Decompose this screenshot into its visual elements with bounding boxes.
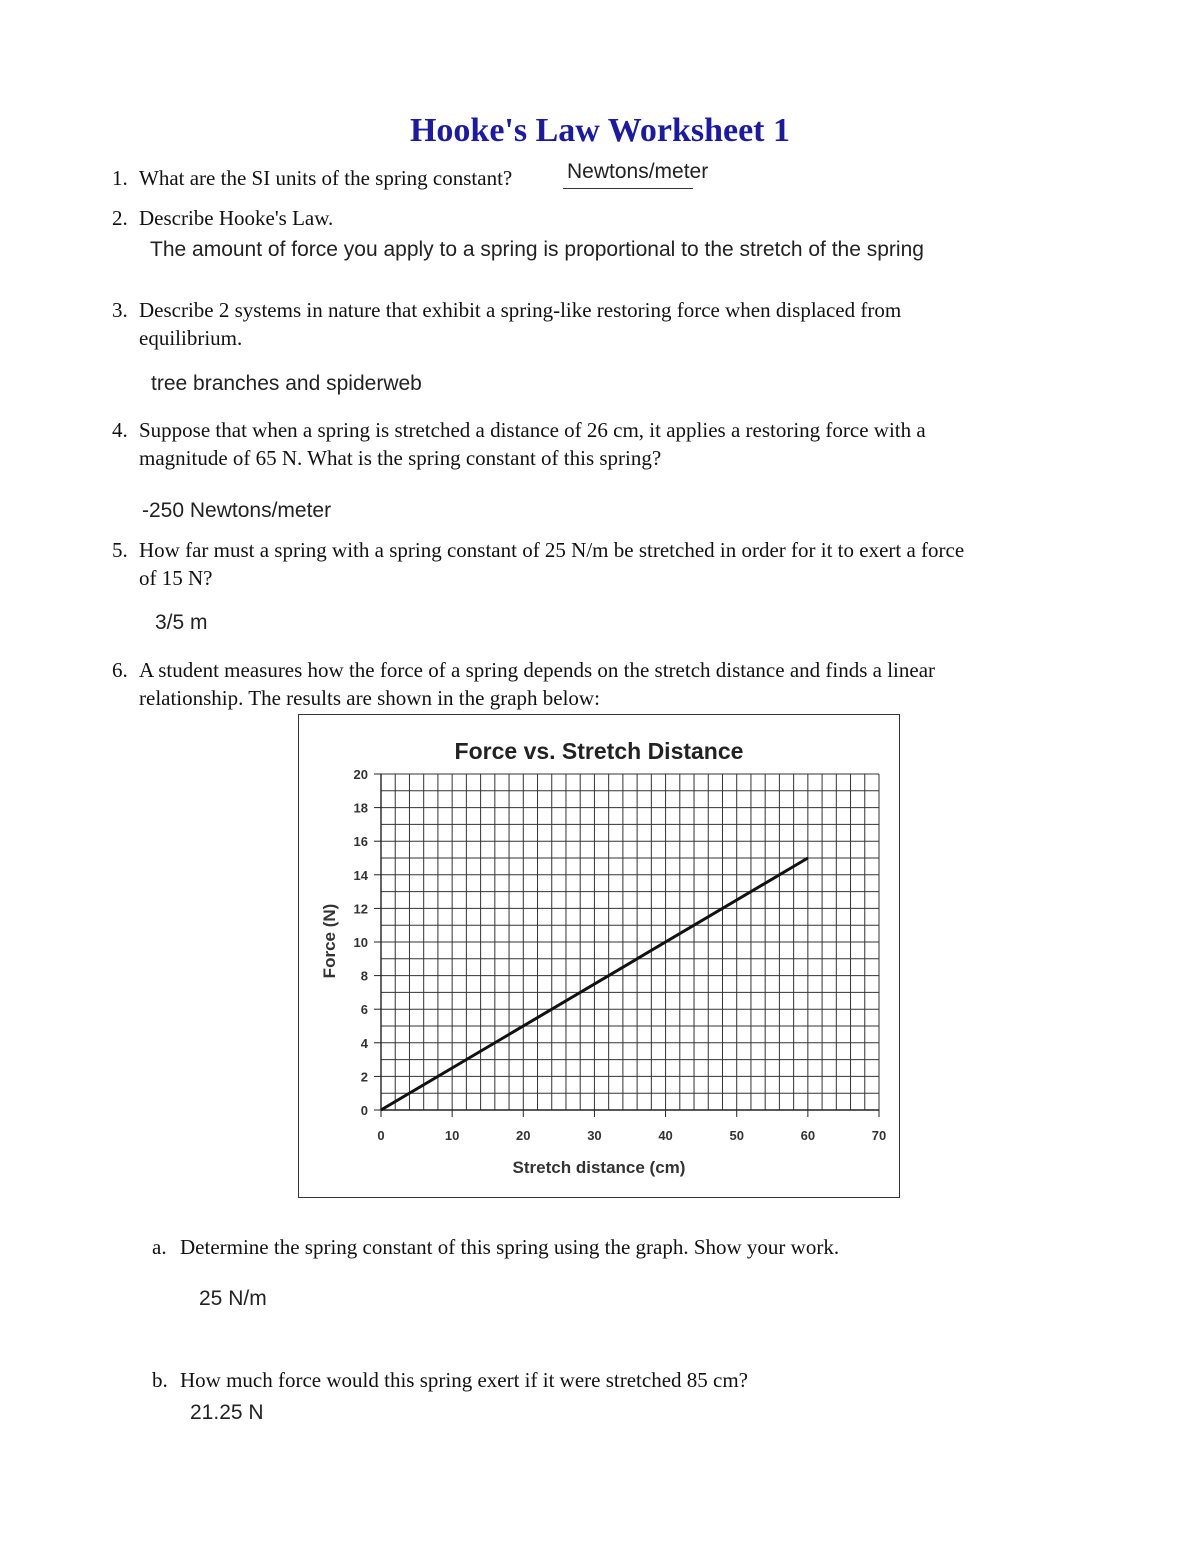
qa-answer[interactable]: 25 N/m (199, 1287, 267, 1310)
q6-line2: relationship. The results are shown in the graph below: (139, 686, 600, 710)
q3-line1: Describe 2 systems in nature that exhibit a spring-like restoring force when displaced from (139, 298, 902, 322)
y-tick-label: 16 (353, 834, 368, 850)
qb-text: How much force would this spring exert if it were stretched 85 cm? (180, 1368, 748, 1392)
q6-number: 6. (112, 658, 128, 682)
qb-letter: b. (152, 1368, 168, 1392)
q5-answer[interactable]: 3/5 m (155, 611, 208, 634)
y-tick-label: 12 (353, 901, 368, 917)
qa-text: Determine the spring constant of this spring using the graph. Show your work. (180, 1235, 840, 1259)
x-tick-label: 60 (800, 1128, 816, 1143)
qb-answer[interactable]: 21.25 N (190, 1401, 264, 1424)
y-tick-label: 8 (360, 968, 368, 984)
q2-text: Describe Hooke's Law. (139, 206, 334, 230)
y-tick-label: 14 (353, 867, 368, 883)
q3-line2: equilibrium. (139, 326, 243, 350)
y-tick-label: 18 (353, 800, 368, 816)
q1-answer-line (563, 188, 693, 189)
chart-tick-labels (354, 767, 887, 1143)
q4-answer[interactable]: -250 Newtons/meter (142, 499, 332, 522)
q3-number: 3. (112, 298, 128, 322)
qa-letter: a. (152, 1235, 167, 1259)
y-tick-label: 4 (360, 1035, 368, 1051)
x-tick-label: 50 (729, 1128, 744, 1143)
x-tick-label: 0 (377, 1128, 385, 1143)
chart-title: Force vs. Stretch Distance (454, 738, 744, 764)
q4-line2: magnitude of 65 N. What is the spring constant of this spring? (139, 446, 662, 470)
y-tick-label: 2 (360, 1069, 368, 1085)
q3-answer[interactable]: tree branches and spiderweb (151, 372, 422, 395)
page-title: Hooke's Law Worksheet 1 (409, 112, 790, 149)
force-stretch-chart (298, 714, 900, 1198)
q2-answer[interactable]: The amount of force you apply to a spring is proportional to the stretch of the spring (150, 238, 924, 261)
q1-number: 1. (112, 166, 128, 190)
x-tick-label: 20 (516, 1128, 531, 1143)
q4-number: 4. (112, 418, 128, 442)
chart-y-axis-label: Force (N) (320, 903, 339, 979)
q1-text: What are the SI units of the spring constant? (139, 166, 513, 190)
q5-number: 5. (112, 538, 128, 562)
q6-line1: A student measures how the force of a spring depends on the stretch distance and finds a linear (139, 658, 936, 682)
x-tick-label: 10 (444, 1128, 460, 1143)
q5-line1: How far must a spring with a spring constant of 25 N/m be stretched in order for it to exert a force (139, 538, 965, 562)
y-tick-label: 10 (353, 935, 368, 950)
q5-line2: of 15 N? (139, 566, 213, 590)
q1-answer[interactable]: Newtons/meter (567, 160, 709, 183)
x-tick-label: 70 (871, 1128, 887, 1143)
q2-number: 2. (112, 206, 128, 230)
q4-line1: Suppose that when a spring is stretched a distance of 26 cm, it applies a restoring force with a (139, 418, 926, 442)
x-tick-label: 40 (658, 1128, 673, 1143)
y-tick-label: 20 (353, 767, 368, 782)
x-tick-label: 30 (587, 1128, 602, 1143)
y-tick-label: 0 (360, 1103, 368, 1118)
chart-svg (299, 715, 898, 1196)
chart-axes (374, 774, 879, 1117)
y-tick-label: 6 (360, 1002, 368, 1018)
chart-x-axis-label: Stretch distance (cm) (512, 1158, 686, 1177)
chart-grid (381, 774, 879, 1110)
